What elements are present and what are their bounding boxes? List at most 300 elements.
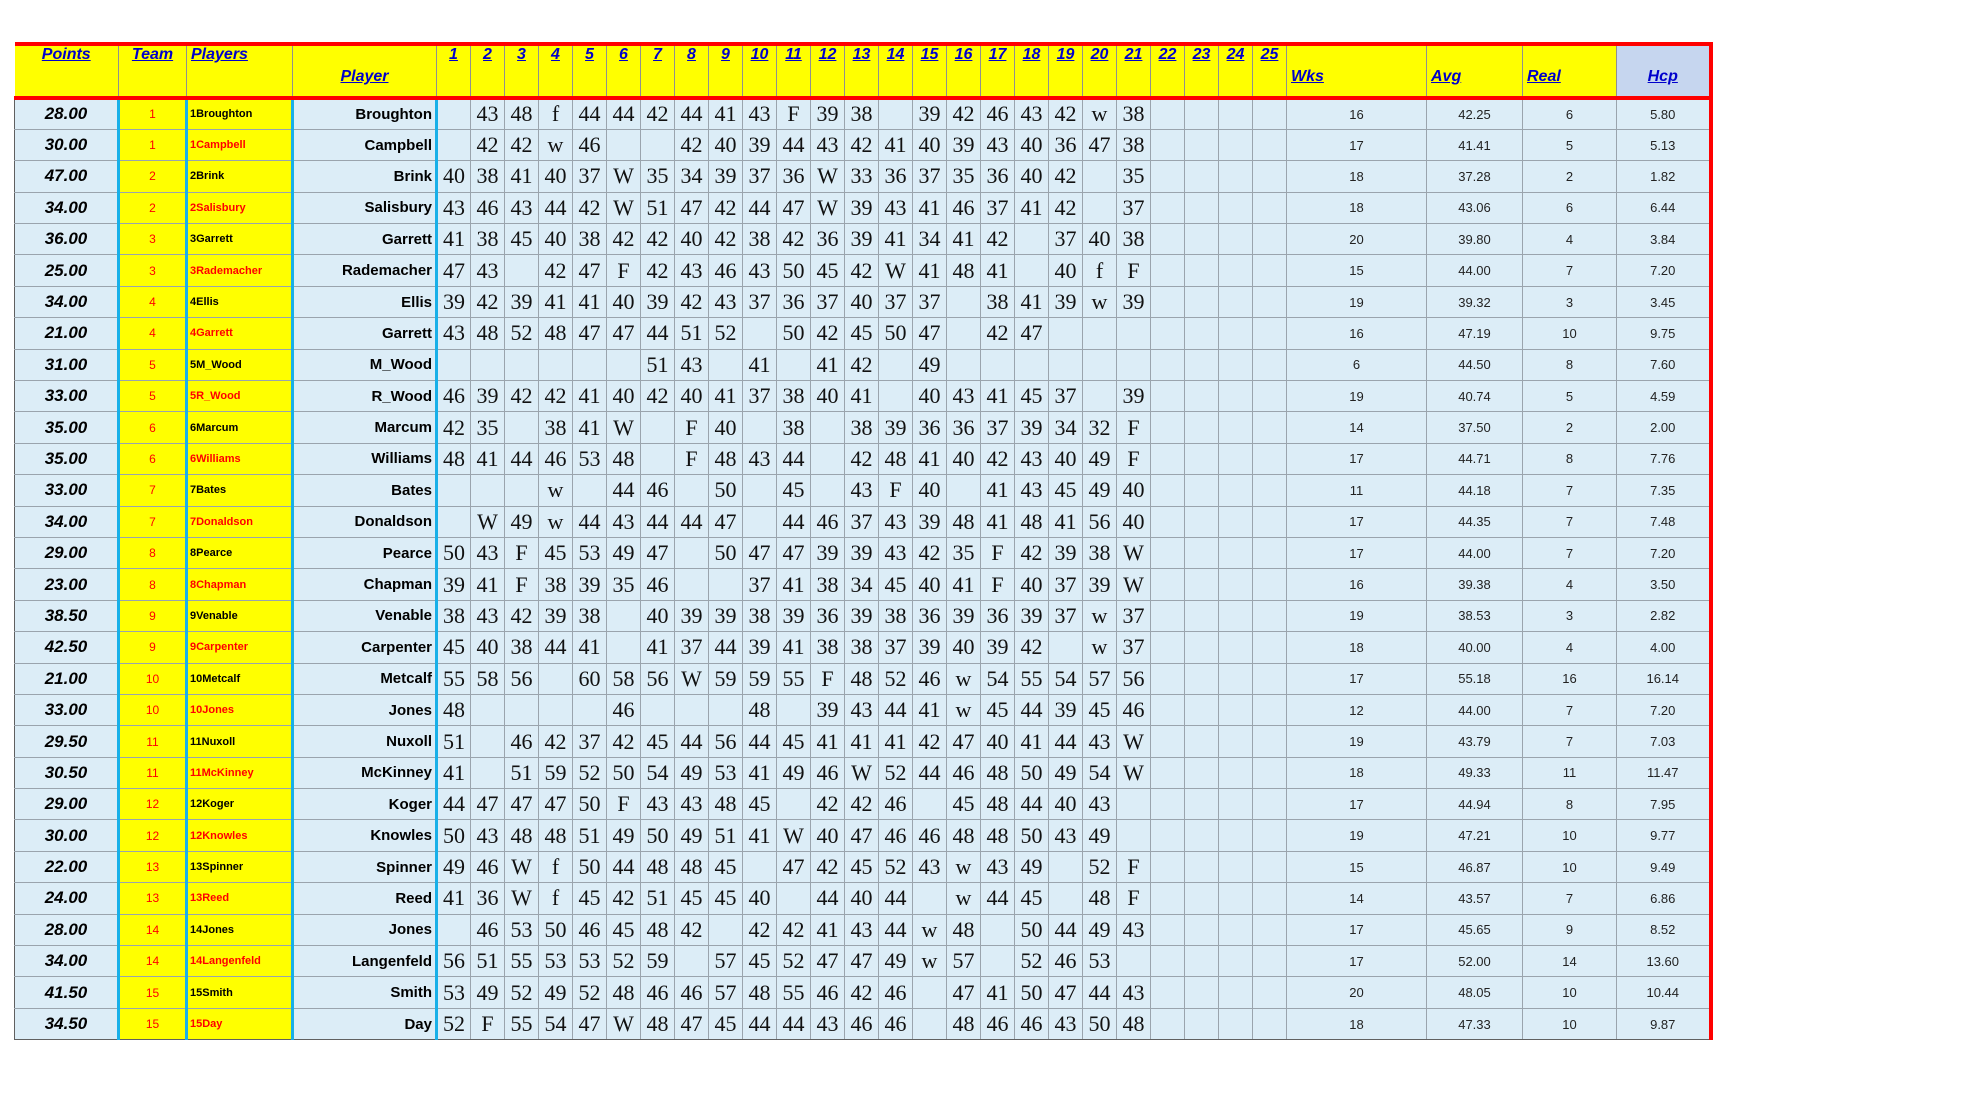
avg-cell[interactable]: 44.18 xyxy=(1427,475,1523,506)
week-score-cell[interactable]: 44 xyxy=(879,914,913,945)
week-score-cell[interactable]: W xyxy=(845,757,879,788)
week-score-cell[interactable]: 39 xyxy=(505,286,539,317)
week-score-cell[interactable]: F xyxy=(505,537,539,568)
week-score-cell[interactable]: 47 xyxy=(743,537,777,568)
week-score-cell[interactable]: 59 xyxy=(539,757,573,788)
week-score-cell[interactable]: 45 xyxy=(505,224,539,255)
week-score-cell[interactable]: 44 xyxy=(743,192,777,223)
wks-cell[interactable]: 19 xyxy=(1287,726,1427,757)
week-score-cell[interactable]: 49 xyxy=(1083,914,1117,945)
week-score-cell[interactable] xyxy=(1219,914,1253,945)
week-score-cell[interactable]: 41 xyxy=(947,224,981,255)
week-score-cell[interactable]: 46 xyxy=(981,1008,1015,1039)
week-score-cell[interactable]: 43 xyxy=(879,192,913,223)
week-score-cell[interactable]: 43 xyxy=(845,475,879,506)
week-score-cell[interactable]: 46 xyxy=(845,1008,879,1039)
week-score-cell[interactable] xyxy=(1253,475,1287,506)
week-score-cell[interactable]: 40 xyxy=(1083,224,1117,255)
team-player-cell[interactable]: 9Carpenter xyxy=(187,632,293,663)
week-score-cell[interactable]: 43 xyxy=(471,820,505,851)
wks-cell[interactable]: 15 xyxy=(1287,851,1427,882)
hcp-cell[interactable]: 3.45 xyxy=(1617,286,1711,317)
hcp-cell[interactable]: 7.76 xyxy=(1617,443,1711,474)
week-score-cell[interactable]: 43 xyxy=(675,349,709,380)
week-score-cell[interactable]: 48 xyxy=(947,914,981,945)
week-score-cell[interactable]: 54 xyxy=(1049,663,1083,694)
team-player-cell[interactable]: 1Campbell xyxy=(187,129,293,160)
week-score-cell[interactable] xyxy=(1015,255,1049,286)
week-score-cell[interactable]: w xyxy=(947,883,981,914)
real-cell[interactable]: 8 xyxy=(1523,789,1617,820)
week-score-cell[interactable]: 38 xyxy=(743,224,777,255)
week-score-cell[interactable]: 38 xyxy=(539,412,573,443)
hcp-cell[interactable]: 10.44 xyxy=(1617,977,1711,1008)
week-score-cell[interactable] xyxy=(1253,632,1287,663)
week-score-cell[interactable] xyxy=(1151,537,1185,568)
week-score-cell[interactable]: 42 xyxy=(709,224,743,255)
week-score-cell[interactable]: 50 xyxy=(879,318,913,349)
week-score-cell[interactable]: 40 xyxy=(1049,443,1083,474)
week-score-cell[interactable]: 41 xyxy=(981,255,1015,286)
week-score-cell[interactable] xyxy=(1185,286,1219,317)
week-score-cell[interactable]: 55 xyxy=(437,663,471,694)
week-score-cell[interactable] xyxy=(1151,192,1185,223)
week-score-cell[interactable]: 48 xyxy=(505,98,539,129)
week-score-cell[interactable]: 50 xyxy=(709,475,743,506)
week-score-cell[interactable]: 50 xyxy=(437,820,471,851)
week-score-cell[interactable]: F xyxy=(981,537,1015,568)
week-score-cell[interactable]: 44 xyxy=(1049,914,1083,945)
week-score-cell[interactable]: 46 xyxy=(641,475,675,506)
week-score-cell[interactable]: 41 xyxy=(743,820,777,851)
player-name-cell[interactable]: Broughton xyxy=(293,98,437,129)
team-player-cell[interactable]: 3Garrett xyxy=(187,224,293,255)
week-score-cell[interactable] xyxy=(981,946,1015,977)
real-cell[interactable]: 10 xyxy=(1523,1008,1617,1039)
week-score-cell[interactable] xyxy=(811,412,845,443)
week-score-cell[interactable]: 47 xyxy=(573,318,607,349)
player-name-cell[interactable]: Rademacher xyxy=(293,255,437,286)
week-score-cell[interactable] xyxy=(1253,129,1287,160)
week-score-cell[interactable] xyxy=(607,600,641,631)
week-score-cell[interactable]: 42 xyxy=(675,129,709,160)
week-score-cell[interactable]: 46 xyxy=(607,694,641,725)
week-score-cell[interactable]: 50 xyxy=(777,255,811,286)
week-score-cell[interactable] xyxy=(505,412,539,443)
week-score-cell[interactable] xyxy=(811,443,845,474)
week-score-cell[interactable] xyxy=(1219,1008,1253,1039)
week-score-cell[interactable] xyxy=(471,694,505,725)
real-cell[interactable]: 11 xyxy=(1523,757,1617,788)
week-score-cell[interactable]: 43 xyxy=(607,506,641,537)
week-score-cell[interactable]: 44 xyxy=(641,506,675,537)
week-score-cell[interactable]: 43 xyxy=(437,318,471,349)
week-score-cell[interactable]: 45 xyxy=(709,883,743,914)
week-score-cell[interactable]: 41 xyxy=(573,632,607,663)
week-score-cell[interactable] xyxy=(1219,129,1253,160)
week-score-cell[interactable]: 42 xyxy=(675,286,709,317)
week-score-cell[interactable]: 34 xyxy=(913,224,947,255)
avg-cell[interactable]: 42.25 xyxy=(1427,98,1523,129)
week-score-cell[interactable]: 41 xyxy=(1015,286,1049,317)
hcp-cell[interactable]: 9.87 xyxy=(1617,1008,1711,1039)
week-score-cell[interactable]: 43 xyxy=(743,443,777,474)
week-score-cell[interactable]: 48 xyxy=(505,820,539,851)
week-score-cell[interactable]: 35 xyxy=(607,569,641,600)
week-score-cell[interactable] xyxy=(1185,381,1219,412)
week-score-cell[interactable]: 40 xyxy=(539,224,573,255)
team-cell[interactable]: 10 xyxy=(119,694,187,725)
week-score-cell[interactable]: 48 xyxy=(709,789,743,820)
week-score-cell[interactable]: 59 xyxy=(641,946,675,977)
week-score-cell[interactable]: 38 xyxy=(539,569,573,600)
points-cell[interactable]: 38.50 xyxy=(15,600,119,631)
week-score-cell[interactable]: 47 xyxy=(777,851,811,882)
week-score-cell[interactable]: 41 xyxy=(573,412,607,443)
points-cell[interactable]: 22.00 xyxy=(15,851,119,882)
points-cell[interactable]: 34.00 xyxy=(15,506,119,537)
header-week-17[interactable]: 17 xyxy=(981,44,1015,98)
team-cell[interactable]: 7 xyxy=(119,475,187,506)
week-score-cell[interactable] xyxy=(1117,946,1151,977)
week-score-cell[interactable]: 53 xyxy=(573,537,607,568)
week-score-cell[interactable]: 34 xyxy=(1049,412,1083,443)
week-score-cell[interactable]: 43 xyxy=(913,851,947,882)
week-score-cell[interactable]: 37 xyxy=(743,381,777,412)
real-cell[interactable]: 4 xyxy=(1523,569,1617,600)
week-score-cell[interactable]: 43 xyxy=(811,129,845,160)
week-score-cell[interactable]: W xyxy=(607,412,641,443)
week-score-cell[interactable]: 42 xyxy=(641,255,675,286)
week-score-cell[interactable] xyxy=(1151,506,1185,537)
week-score-cell[interactable]: 49 xyxy=(607,820,641,851)
week-score-cell[interactable] xyxy=(1185,192,1219,223)
week-score-cell[interactable]: 39 xyxy=(709,600,743,631)
week-score-cell[interactable]: 50 xyxy=(573,851,607,882)
week-score-cell[interactable]: 52 xyxy=(1015,946,1049,977)
week-score-cell[interactable]: W xyxy=(777,820,811,851)
player-name-cell[interactable]: Nuxoll xyxy=(293,726,437,757)
points-cell[interactable]: 29.50 xyxy=(15,726,119,757)
week-score-cell[interactable] xyxy=(1185,726,1219,757)
week-score-cell[interactable] xyxy=(1185,224,1219,255)
team-cell[interactable]: 15 xyxy=(119,1008,187,1039)
week-score-cell[interactable] xyxy=(709,694,743,725)
week-score-cell[interactable]: 47 xyxy=(607,318,641,349)
week-score-cell[interactable] xyxy=(539,694,573,725)
week-score-cell[interactable]: 45 xyxy=(777,726,811,757)
week-score-cell[interactable]: 39 xyxy=(675,600,709,631)
team-cell[interactable]: 1 xyxy=(119,129,187,160)
week-score-cell[interactable]: 38 xyxy=(573,600,607,631)
week-score-cell[interactable] xyxy=(1253,694,1287,725)
week-score-cell[interactable]: F xyxy=(607,255,641,286)
week-score-cell[interactable]: 48 xyxy=(675,851,709,882)
week-score-cell[interactable]: 38 xyxy=(471,224,505,255)
team-cell[interactable]: 13 xyxy=(119,883,187,914)
avg-cell[interactable]: 45.65 xyxy=(1427,914,1523,945)
real-cell[interactable]: 6 xyxy=(1523,98,1617,129)
week-score-cell[interactable]: 40 xyxy=(913,129,947,160)
week-score-cell[interactable]: 48 xyxy=(641,914,675,945)
week-score-cell[interactable] xyxy=(947,286,981,317)
week-score-cell[interactable]: 35 xyxy=(1117,161,1151,192)
week-score-cell[interactable]: 45 xyxy=(845,318,879,349)
week-score-cell[interactable] xyxy=(1219,286,1253,317)
team-player-cell[interactable]: 6Marcum xyxy=(187,412,293,443)
week-score-cell[interactable]: 42 xyxy=(845,977,879,1008)
week-score-cell[interactable]: 42 xyxy=(607,224,641,255)
week-score-cell[interactable] xyxy=(981,914,1015,945)
week-score-cell[interactable]: 38 xyxy=(811,569,845,600)
week-score-cell[interactable]: w xyxy=(1083,632,1117,663)
week-score-cell[interactable]: 43 xyxy=(1015,98,1049,129)
week-score-cell[interactable]: 42 xyxy=(1015,537,1049,568)
week-score-cell[interactable] xyxy=(1117,789,1151,820)
week-score-cell[interactable]: 52 xyxy=(505,318,539,349)
team-cell[interactable]: 11 xyxy=(119,726,187,757)
week-score-cell[interactable]: 38 xyxy=(1083,537,1117,568)
week-score-cell[interactable]: 42 xyxy=(607,883,641,914)
week-score-cell[interactable]: 50 xyxy=(1083,1008,1117,1039)
real-cell[interactable]: 8 xyxy=(1523,349,1617,380)
week-score-cell[interactable] xyxy=(1253,224,1287,255)
week-score-cell[interactable]: 40 xyxy=(811,381,845,412)
week-score-cell[interactable] xyxy=(913,1008,947,1039)
week-score-cell[interactable]: 46 xyxy=(539,443,573,474)
week-score-cell[interactable]: 56 xyxy=(437,946,471,977)
week-score-cell[interactable]: 50 xyxy=(539,914,573,945)
week-score-cell[interactable]: 41 xyxy=(539,286,573,317)
week-score-cell[interactable]: 47 xyxy=(539,789,573,820)
week-score-cell[interactable]: 56 xyxy=(1117,663,1151,694)
week-score-cell[interactable]: 41 xyxy=(437,757,471,788)
player-name-cell[interactable]: Spinner xyxy=(293,851,437,882)
week-score-cell[interactable]: 48 xyxy=(845,663,879,694)
week-score-cell[interactable] xyxy=(1253,412,1287,443)
week-score-cell[interactable]: 42 xyxy=(845,349,879,380)
week-score-cell[interactable] xyxy=(641,443,675,474)
week-score-cell[interactable]: w xyxy=(1083,98,1117,129)
week-score-cell[interactable]: 39 xyxy=(743,632,777,663)
week-score-cell[interactable]: 51 xyxy=(675,318,709,349)
week-score-cell[interactable]: 43 xyxy=(981,851,1015,882)
avg-cell[interactable]: 44.00 xyxy=(1427,537,1523,568)
week-score-cell[interactable]: 42 xyxy=(981,443,1015,474)
week-score-cell[interactable] xyxy=(709,349,743,380)
week-score-cell[interactable] xyxy=(573,475,607,506)
avg-cell[interactable]: 41.41 xyxy=(1427,129,1523,160)
points-cell[interactable]: 34.50 xyxy=(15,1008,119,1039)
week-score-cell[interactable]: 44 xyxy=(1015,789,1049,820)
week-score-cell[interactable] xyxy=(641,694,675,725)
week-score-cell[interactable]: 39 xyxy=(1117,286,1151,317)
week-score-cell[interactable] xyxy=(471,726,505,757)
week-score-cell[interactable] xyxy=(1117,820,1151,851)
player-name-cell[interactable]: Garrett xyxy=(293,224,437,255)
week-score-cell[interactable] xyxy=(1151,663,1185,694)
week-score-cell[interactable] xyxy=(1049,318,1083,349)
avg-cell[interactable]: 43.06 xyxy=(1427,192,1523,223)
week-score-cell[interactable]: 40 xyxy=(607,381,641,412)
player-name-cell[interactable]: Garrett xyxy=(293,318,437,349)
week-score-cell[interactable]: 55 xyxy=(1015,663,1049,694)
week-score-cell[interactable]: 42 xyxy=(1049,161,1083,192)
week-score-cell[interactable]: 55 xyxy=(777,663,811,694)
week-score-cell[interactable]: 40 xyxy=(913,381,947,412)
team-cell[interactable]: 1 xyxy=(119,98,187,129)
team-player-cell[interactable]: 6Williams xyxy=(187,443,293,474)
week-score-cell[interactable]: 38 xyxy=(573,224,607,255)
player-name-cell[interactable]: Chapman xyxy=(293,569,437,600)
points-cell[interactable]: 36.00 xyxy=(15,224,119,255)
header-week-1[interactable]: 1 xyxy=(437,44,471,98)
avg-cell[interactable]: 44.35 xyxy=(1427,506,1523,537)
week-score-cell[interactable] xyxy=(1219,443,1253,474)
week-score-cell[interactable]: 40 xyxy=(1117,506,1151,537)
week-score-cell[interactable] xyxy=(437,914,471,945)
week-score-cell[interactable]: W xyxy=(811,161,845,192)
week-score-cell[interactable]: W xyxy=(471,506,505,537)
week-score-cell[interactable]: 42 xyxy=(1049,98,1083,129)
header-player[interactable]: Player xyxy=(293,44,437,98)
week-score-cell[interactable]: 43 xyxy=(1117,977,1151,1008)
team-cell[interactable]: 5 xyxy=(119,349,187,380)
week-score-cell[interactable]: 56 xyxy=(641,663,675,694)
week-score-cell[interactable]: 45 xyxy=(675,883,709,914)
wks-cell[interactable]: 18 xyxy=(1287,632,1427,663)
week-score-cell[interactable] xyxy=(1253,1008,1287,1039)
week-score-cell[interactable] xyxy=(777,349,811,380)
avg-cell[interactable]: 49.33 xyxy=(1427,757,1523,788)
week-score-cell[interactable]: 36 xyxy=(981,161,1015,192)
header-week-15[interactable]: 15 xyxy=(913,44,947,98)
week-score-cell[interactable]: 42 xyxy=(539,255,573,286)
week-score-cell[interactable]: 52 xyxy=(505,977,539,1008)
week-score-cell[interactable]: 48 xyxy=(981,820,1015,851)
week-score-cell[interactable]: f xyxy=(539,98,573,129)
week-score-cell[interactable]: 54 xyxy=(981,663,1015,694)
header-points[interactable]: Points xyxy=(15,44,119,98)
week-score-cell[interactable] xyxy=(743,318,777,349)
week-score-cell[interactable]: 39 xyxy=(845,192,879,223)
hcp-cell[interactable]: 8.52 xyxy=(1617,914,1711,945)
team-cell[interactable]: 3 xyxy=(119,224,187,255)
week-score-cell[interactable] xyxy=(1253,820,1287,851)
player-name-cell[interactable]: Koger xyxy=(293,789,437,820)
wks-cell[interactable]: 17 xyxy=(1287,789,1427,820)
week-score-cell[interactable] xyxy=(1117,349,1151,380)
week-score-cell[interactable]: 37 xyxy=(1049,569,1083,600)
week-score-cell[interactable]: 46 xyxy=(947,757,981,788)
week-score-cell[interactable] xyxy=(777,694,811,725)
week-score-cell[interactable]: 50 xyxy=(709,537,743,568)
wks-cell[interactable]: 14 xyxy=(1287,412,1427,443)
week-score-cell[interactable] xyxy=(1219,98,1253,129)
wks-cell[interactable]: 17 xyxy=(1287,129,1427,160)
week-score-cell[interactable]: 50 xyxy=(1015,977,1049,1008)
week-score-cell[interactable]: 46 xyxy=(879,977,913,1008)
week-score-cell[interactable]: 39 xyxy=(811,98,845,129)
week-score-cell[interactable]: 41 xyxy=(471,443,505,474)
week-score-cell[interactable] xyxy=(743,506,777,537)
team-player-cell[interactable]: 7Donaldson xyxy=(187,506,293,537)
week-score-cell[interactable]: 47 xyxy=(947,726,981,757)
week-score-cell[interactable] xyxy=(1253,883,1287,914)
week-score-cell[interactable]: 45 xyxy=(947,789,981,820)
week-score-cell[interactable] xyxy=(1185,663,1219,694)
week-score-cell[interactable]: 45 xyxy=(1083,694,1117,725)
week-score-cell[interactable] xyxy=(1253,663,1287,694)
week-score-cell[interactable]: 42 xyxy=(811,851,845,882)
week-score-cell[interactable]: F xyxy=(1117,851,1151,882)
week-score-cell[interactable]: 42 xyxy=(845,255,879,286)
week-score-cell[interactable]: 47 xyxy=(1049,977,1083,1008)
week-score-cell[interactable]: 36 xyxy=(947,412,981,443)
header-week-20[interactable]: 20 xyxy=(1083,44,1117,98)
player-name-cell[interactable]: McKinney xyxy=(293,757,437,788)
week-score-cell[interactable]: 36 xyxy=(913,600,947,631)
week-score-cell[interactable]: 41 xyxy=(879,224,913,255)
week-score-cell[interactable] xyxy=(1151,161,1185,192)
week-score-cell[interactable] xyxy=(1219,789,1253,820)
points-cell[interactable]: 33.00 xyxy=(15,381,119,412)
week-score-cell[interactable]: 38 xyxy=(777,381,811,412)
avg-cell[interactable]: 46.87 xyxy=(1427,851,1523,882)
points-cell[interactable]: 28.00 xyxy=(15,914,119,945)
week-score-cell[interactable]: 48 xyxy=(981,789,1015,820)
week-score-cell[interactable] xyxy=(743,851,777,882)
week-score-cell[interactable] xyxy=(437,129,471,160)
week-score-cell[interactable]: 49 xyxy=(913,349,947,380)
week-score-cell[interactable]: 40 xyxy=(1049,789,1083,820)
week-score-cell[interactable]: 42 xyxy=(471,129,505,160)
avg-cell[interactable]: 37.28 xyxy=(1427,161,1523,192)
week-score-cell[interactable]: 41 xyxy=(641,632,675,663)
points-cell[interactable]: 41.50 xyxy=(15,977,119,1008)
week-score-cell[interactable]: 41 xyxy=(947,569,981,600)
week-score-cell[interactable]: 52 xyxy=(709,318,743,349)
week-score-cell[interactable] xyxy=(1151,255,1185,286)
team-cell[interactable]: 2 xyxy=(119,161,187,192)
week-score-cell[interactable]: F xyxy=(879,475,913,506)
week-score-cell[interactable]: 38 xyxy=(879,600,913,631)
week-score-cell[interactable]: 41 xyxy=(573,381,607,412)
week-score-cell[interactable]: 57 xyxy=(947,946,981,977)
week-score-cell[interactable]: 44 xyxy=(607,98,641,129)
week-score-cell[interactable] xyxy=(1253,349,1287,380)
week-score-cell[interactable]: 40 xyxy=(947,632,981,663)
header-hcp[interactable]: Hcp xyxy=(1617,44,1711,98)
avg-cell[interactable]: 47.21 xyxy=(1427,820,1523,851)
week-score-cell[interactable]: w xyxy=(947,851,981,882)
week-score-cell[interactable]: 39 xyxy=(539,600,573,631)
team-player-cell[interactable]: 3Rademacher xyxy=(187,255,293,286)
week-score-cell[interactable] xyxy=(1219,381,1253,412)
wks-cell[interactable]: 16 xyxy=(1287,318,1427,349)
player-name-cell[interactable]: Brink xyxy=(293,161,437,192)
hcp-cell[interactable]: 6.44 xyxy=(1617,192,1711,223)
week-score-cell[interactable] xyxy=(1151,224,1185,255)
real-cell[interactable]: 2 xyxy=(1523,412,1617,443)
header-week-3[interactable]: 3 xyxy=(505,44,539,98)
week-score-cell[interactable]: 45 xyxy=(1015,381,1049,412)
week-score-cell[interactable]: 42 xyxy=(777,224,811,255)
week-score-cell[interactable]: 40 xyxy=(607,286,641,317)
week-score-cell[interactable]: 47 xyxy=(947,977,981,1008)
points-cell[interactable]: 24.00 xyxy=(15,883,119,914)
week-score-cell[interactable] xyxy=(1219,255,1253,286)
